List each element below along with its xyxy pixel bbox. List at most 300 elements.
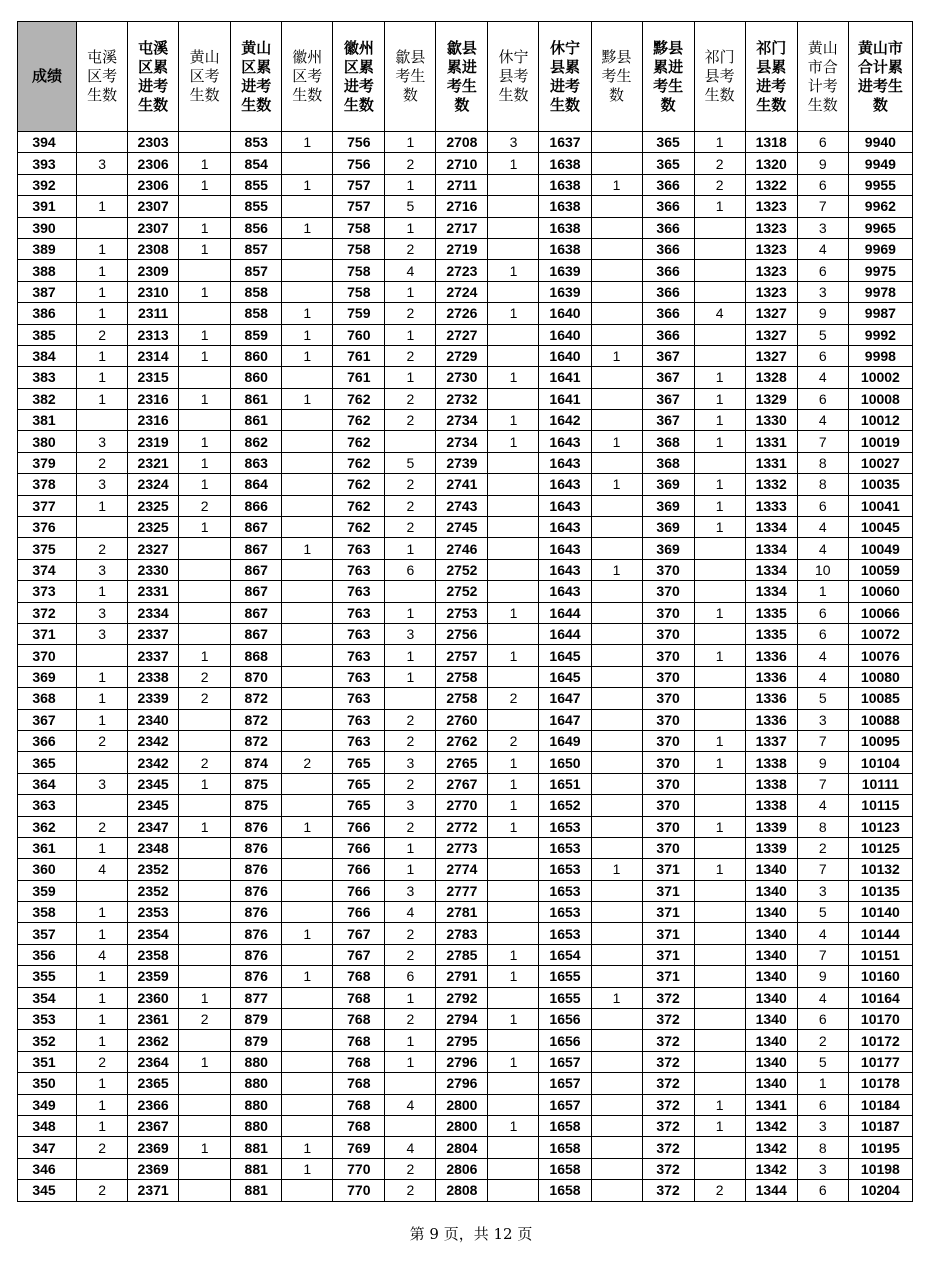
cell-yixian (591, 452, 642, 473)
cell-tunxi: 1 (77, 367, 128, 388)
cell-city-cum: 10144 (848, 923, 912, 944)
cell-qimen: 1 (694, 816, 745, 837)
cell-xiuning (488, 666, 539, 687)
cell-huangshan-cum: 881 (231, 1158, 282, 1179)
table-row (18, 645, 913, 666)
table-row (18, 987, 913, 1008)
cell-qimen: 1 (694, 367, 745, 388)
cell-shexian: 1 (385, 1030, 436, 1051)
cell-xiuning: 1 (488, 1009, 539, 1030)
cell-shexian-cum: 2726 (436, 303, 488, 324)
table-row (18, 773, 913, 794)
cell-qimen-cum: 1340 (745, 1009, 797, 1030)
cell-shexian (385, 431, 436, 452)
cell-city: 9 (797, 303, 848, 324)
cell-qimen-cum: 1334 (745, 538, 797, 559)
cell-city: 6 (797, 1180, 848, 1201)
cell-city: 7 (797, 196, 848, 217)
cell-city: 9 (797, 966, 848, 987)
cell-qimen (694, 623, 745, 644)
cell-tunxi (77, 132, 128, 153)
header-line: 生数 (550, 95, 581, 114)
cell-shexian: 4 (385, 260, 436, 281)
header-line: 考生 (446, 76, 477, 95)
cell-city: 8 (797, 1137, 848, 1158)
cell-yixian: 1 (591, 431, 642, 452)
table-row (18, 1115, 913, 1136)
cell-tunxi-cum: 2362 (128, 1030, 179, 1051)
cell-tunxi: 1 (77, 581, 128, 602)
cell-xiuning-cum: 1653 (539, 902, 591, 923)
cell-yixian-cum: 371 (642, 944, 694, 965)
cell-huangshan (179, 260, 231, 281)
cell-shexian-cum: 2773 (436, 837, 488, 858)
cell-city: 4 (797, 238, 848, 259)
cell-yixian (591, 1158, 642, 1179)
cell-qimen (694, 281, 745, 302)
cell-yixian (591, 688, 642, 709)
cell-xiuning-cum: 1640 (539, 345, 591, 366)
cell-xiuning (488, 1073, 539, 1094)
cell-city-cum: 9978 (848, 281, 912, 302)
cell-huizhou-cum: 758 (333, 217, 385, 238)
cell-xiuning-cum: 1638 (539, 153, 591, 174)
cell-qimen: 2 (694, 174, 745, 195)
header-line: 生数 (241, 95, 272, 114)
cell-yixian (591, 645, 642, 666)
table-row (18, 174, 913, 195)
cell-huangshan: 1 (179, 388, 231, 409)
cell-xiuning-cum: 1652 (539, 795, 591, 816)
cell-huangshan: 1 (179, 1137, 231, 1158)
cell-qimen-cum: 1318 (745, 132, 797, 153)
cell-huangshan (179, 709, 231, 730)
cell-qimen: 1 (694, 431, 745, 452)
cell-xiuning-cum: 1644 (539, 602, 591, 623)
cell-xiuning-cum: 1643 (539, 431, 591, 452)
header-line: 生数 (498, 86, 529, 104)
cell-qimen-cum: 1340 (745, 880, 797, 901)
cell-score: 369 (18, 666, 77, 687)
cell-city: 1 (797, 581, 848, 602)
cell-score: 394 (18, 132, 77, 153)
cell-huizhou: 1 (282, 303, 333, 324)
cell-shexian-cum: 2752 (436, 581, 488, 602)
cell-huangshan-cum: 868 (231, 645, 282, 666)
cell-qimen (694, 345, 745, 366)
header-line: 歙县 (395, 48, 426, 66)
header-line: 进考 (138, 76, 169, 95)
cell-shexian-cum: 2753 (436, 602, 488, 623)
cell-city: 4 (797, 517, 848, 538)
cell-huizhou (282, 944, 333, 965)
cell-score: 350 (18, 1073, 77, 1094)
cell-tunxi (77, 174, 128, 195)
table-row (18, 1009, 913, 1030)
cell-tunxi: 1 (77, 238, 128, 259)
column-header-huizhou-cum (333, 22, 385, 132)
cell-city-cum: 9975 (848, 260, 912, 281)
cell-shexian: 2 (385, 1158, 436, 1179)
cell-score: 357 (18, 923, 77, 944)
cell-tunxi-cum: 2334 (128, 602, 179, 623)
cell-tunxi-cum: 2347 (128, 816, 179, 837)
column-header-shexian-cum (436, 22, 488, 132)
cell-shexian-cum: 2724 (436, 281, 488, 302)
cell-score: 374 (18, 559, 77, 580)
cell-qimen: 4 (694, 303, 745, 324)
cell-yixian (591, 324, 642, 345)
cell-city-cum: 10177 (848, 1051, 912, 1072)
column-header-huangshan (179, 22, 231, 132)
table-row (18, 923, 913, 944)
cell-huangshan (179, 902, 231, 923)
cell-qimen (694, 837, 745, 858)
header-line: 进考 (550, 76, 581, 95)
cell-shexian-cum: 2772 (436, 816, 488, 837)
cell-yixian-cum: 367 (642, 367, 694, 388)
cell-qimen (694, 1051, 745, 1072)
cell-shexian: 2 (385, 388, 436, 409)
cell-yixian-cum: 371 (642, 966, 694, 987)
header-line: 计考 (807, 76, 838, 95)
header-line: 县累 (756, 57, 787, 76)
header-line: 生数 (343, 95, 374, 114)
cell-tunxi-cum: 2360 (128, 987, 179, 1008)
page-footer: 第 9 页，共 12 页 (409, 1225, 533, 1243)
cell-huizhou (282, 730, 333, 751)
cell-tunxi-cum: 2314 (128, 345, 179, 366)
cell-qimen (694, 217, 745, 238)
cell-score: 361 (18, 837, 77, 858)
cell-xiuning-cum: 1641 (539, 367, 591, 388)
cell-qimen (694, 944, 745, 965)
cell-tunxi-cum: 2319 (128, 431, 179, 452)
table-row (18, 281, 913, 302)
cell-yixian-cum: 365 (642, 132, 694, 153)
cell-xiuning (488, 559, 539, 580)
cell-huizhou-cum: 763 (333, 538, 385, 559)
cell-huangshan-cum: 872 (231, 688, 282, 709)
cell-yixian (591, 260, 642, 281)
cell-xiuning-cum: 1651 (539, 773, 591, 794)
cell-shexian-cum: 2758 (436, 688, 488, 709)
cell-shexian-cum: 2734 (436, 431, 488, 452)
header-line: 累进 (653, 57, 684, 76)
cell-shexian-cum: 2717 (436, 217, 488, 238)
cell-city-cum: 10035 (848, 474, 912, 495)
cell-huangshan (179, 602, 231, 623)
cell-tunxi: 4 (77, 859, 128, 880)
table-row (18, 1073, 913, 1094)
cell-city: 6 (797, 345, 848, 366)
cell-shexian: 2 (385, 495, 436, 516)
cell-shexian-cum: 2739 (436, 452, 488, 473)
cell-score: 368 (18, 688, 77, 709)
cell-score: 356 (18, 944, 77, 965)
cell-huizhou-cum: 756 (333, 132, 385, 153)
header-line: 徽州 (343, 38, 374, 57)
cell-shexian-cum: 2760 (436, 709, 488, 730)
cell-huangshan-cum: 877 (231, 987, 282, 1008)
cell-shexian: 4 (385, 1137, 436, 1158)
cell-tunxi: 1 (77, 666, 128, 687)
cell-yixian (591, 944, 642, 965)
cell-qimen (694, 581, 745, 602)
cell-qimen (694, 709, 745, 730)
cell-huangshan-cum: 880 (231, 1051, 282, 1072)
cell-tunxi: 1 (77, 987, 128, 1008)
cell-tunxi-cum: 2325 (128, 517, 179, 538)
column-header-score (18, 22, 77, 132)
cell-yixian (591, 581, 642, 602)
cell-city-cum: 10059 (848, 559, 912, 580)
cell-huizhou (282, 837, 333, 858)
cell-huizhou (282, 196, 333, 217)
cell-qimen-cum: 1341 (745, 1094, 797, 1115)
cell-score: 389 (18, 238, 77, 259)
cell-tunxi: 2 (77, 730, 128, 751)
cell-huangshan-cum: 857 (231, 238, 282, 259)
cell-city: 2 (797, 1030, 848, 1051)
cell-shexian-cum: 2711 (436, 174, 488, 195)
cell-tunxi (77, 1158, 128, 1179)
cell-huangshan-cum: 881 (231, 1137, 282, 1158)
cell-shexian: 1 (385, 324, 436, 345)
cell-xiuning (488, 1180, 539, 1201)
cell-yixian (591, 602, 642, 623)
cell-tunxi: 3 (77, 559, 128, 580)
column-header-xiuning-cum (539, 22, 591, 132)
cell-huizhou-cum: 769 (333, 1137, 385, 1158)
cell-tunxi: 2 (77, 324, 128, 345)
cell-xiuning (488, 1137, 539, 1158)
cell-city: 7 (797, 859, 848, 880)
cell-yixian (591, 837, 642, 858)
cell-qimen (694, 966, 745, 987)
cell-score: 365 (18, 752, 77, 773)
cell-huangshan-cum: 867 (231, 602, 282, 623)
cell-xiuning (488, 902, 539, 923)
cell-xiuning-cum: 1650 (539, 752, 591, 773)
cell-qimen (694, 324, 745, 345)
cell-huizhou-cum: 763 (333, 559, 385, 580)
cell-city-cum: 10151 (848, 944, 912, 965)
cell-city-cum: 10160 (848, 966, 912, 987)
cell-yixian-cum: 370 (642, 773, 694, 794)
cell-city: 3 (797, 709, 848, 730)
cell-shexian-cum: 2757 (436, 645, 488, 666)
cell-tunxi-cum: 2316 (128, 388, 179, 409)
cell-xiuning (488, 174, 539, 195)
cell-tunxi (77, 880, 128, 901)
cell-huangshan: 1 (179, 174, 231, 195)
cell-huizhou (282, 688, 333, 709)
cell-yixian-cum: 366 (642, 217, 694, 238)
cell-yixian-cum: 366 (642, 260, 694, 281)
cell-yixian-cum: 368 (642, 452, 694, 473)
cell-tunxi-cum: 2358 (128, 944, 179, 965)
cell-city: 7 (797, 730, 848, 751)
header-line: 进考 (241, 76, 272, 95)
cell-yixian: 1 (591, 859, 642, 880)
cell-huizhou: 2 (282, 752, 333, 773)
cell-yixian-cum: 365 (642, 153, 694, 174)
table-row (18, 132, 913, 153)
cell-qimen-cum: 1336 (745, 645, 797, 666)
table-row (18, 495, 913, 516)
cell-city-cum: 10164 (848, 987, 912, 1008)
cell-city: 3 (797, 281, 848, 302)
cell-shexian-cum: 2756 (436, 623, 488, 644)
cell-tunxi-cum: 2369 (128, 1137, 179, 1158)
cell-huangshan (179, 966, 231, 987)
cell-tunxi-cum: 2345 (128, 795, 179, 816)
cell-huangshan (179, 944, 231, 965)
cell-city-cum: 9969 (848, 238, 912, 259)
cell-shexian: 6 (385, 966, 436, 987)
table-row (18, 795, 913, 816)
cell-shexian: 2 (385, 517, 436, 538)
cell-tunxi: 3 (77, 474, 128, 495)
cell-qimen-cum: 1327 (745, 324, 797, 345)
cell-qimen-cum: 1339 (745, 837, 797, 858)
cell-tunxi: 1 (77, 260, 128, 281)
cell-score: 370 (18, 645, 77, 666)
cell-city-cum: 9998 (848, 345, 912, 366)
cell-yixian (591, 410, 642, 431)
cell-xiuning: 1 (488, 367, 539, 388)
cell-huangshan-cum: 876 (231, 966, 282, 987)
cell-huizhou (282, 238, 333, 259)
cell-city: 7 (797, 773, 848, 794)
header-line: 生数 (756, 95, 787, 114)
cell-shexian: 1 (385, 174, 436, 195)
cell-xiuning (488, 345, 539, 366)
cell-score: 378 (18, 474, 77, 495)
table-row (18, 217, 913, 238)
header-line: 区考 (189, 67, 220, 85)
cell-tunxi (77, 645, 128, 666)
cell-huizhou-cum: 758 (333, 238, 385, 259)
cell-xiuning-cum: 1639 (539, 281, 591, 302)
header-line: 休宁 (550, 38, 581, 57)
cell-huangshan: 1 (179, 645, 231, 666)
cell-xiuning-cum: 1649 (539, 730, 591, 751)
cell-huangshan (179, 410, 231, 431)
cell-tunxi-cum: 2321 (128, 452, 179, 473)
cell-huangshan-cum: 860 (231, 345, 282, 366)
cell-huangshan-cum: 861 (231, 410, 282, 431)
cell-xiuning-cum: 1638 (539, 238, 591, 259)
cell-huizhou-cum: 758 (333, 281, 385, 302)
cell-xiuning (488, 1158, 539, 1179)
cell-huangshan (179, 538, 231, 559)
cell-yixian-cum: 370 (642, 709, 694, 730)
cell-tunxi-cum: 2371 (128, 1180, 179, 1201)
cell-score: 379 (18, 452, 77, 473)
cell-xiuning-cum: 1655 (539, 987, 591, 1008)
cell-huangshan-cum: 874 (231, 752, 282, 773)
cell-city: 6 (797, 1094, 848, 1115)
cell-city-cum: 10104 (848, 752, 912, 773)
score-distribution-table (17, 21, 913, 1202)
cell-shexian-cum: 2781 (436, 902, 488, 923)
cell-shexian: 4 (385, 1094, 436, 1115)
cell-city: 4 (797, 923, 848, 944)
cell-tunxi: 2 (77, 816, 128, 837)
cell-tunxi-cum: 2337 (128, 623, 179, 644)
cell-huizhou-cum: 763 (333, 602, 385, 623)
cell-huangshan-cum: 858 (231, 303, 282, 324)
cell-qimen (694, 688, 745, 709)
cell-xiuning-cum: 1638 (539, 217, 591, 238)
cell-xiuning: 1 (488, 602, 539, 623)
cell-qimen-cum: 1340 (745, 987, 797, 1008)
cell-shexian-cum: 2734 (436, 410, 488, 431)
cell-shexian: 1 (385, 666, 436, 687)
cell-xiuning-cum: 1640 (539, 303, 591, 324)
table-row (18, 367, 913, 388)
cell-huizhou-cum: 766 (333, 902, 385, 923)
cell-shexian-cum: 2796 (436, 1051, 488, 1072)
table-row (18, 880, 913, 901)
cell-city-cum: 9940 (848, 132, 912, 153)
cell-huangshan-cum: 866 (231, 495, 282, 516)
cell-qimen: 2 (694, 153, 745, 174)
cell-xiuning: 1 (488, 966, 539, 987)
cell-yixian (591, 281, 642, 302)
cell-yixian (591, 238, 642, 259)
cell-xiuning-cum: 1658 (539, 1158, 591, 1179)
cell-score: 382 (18, 388, 77, 409)
cell-shexian: 3 (385, 623, 436, 644)
cell-tunxi: 1 (77, 1073, 128, 1094)
cell-tunxi-cum: 2307 (128, 217, 179, 238)
cell-shexian: 3 (385, 795, 436, 816)
cell-tunxi: 4 (77, 944, 128, 965)
cell-xiuning: 1 (488, 260, 539, 281)
cell-tunxi-cum: 2331 (128, 581, 179, 602)
cell-tunxi: 1 (77, 303, 128, 324)
header-line: 生数 (807, 95, 838, 114)
cell-city-cum: 10088 (848, 709, 912, 730)
cell-city: 3 (797, 1115, 848, 1136)
cell-score: 372 (18, 602, 77, 623)
cell-tunxi-cum: 2361 (128, 1009, 179, 1030)
cell-qimen-cum: 1340 (745, 859, 797, 880)
cell-city-cum: 10085 (848, 688, 912, 709)
cell-xiuning: 1 (488, 1115, 539, 1136)
cell-huangshan-cum: 855 (231, 196, 282, 217)
cell-yixian (591, 666, 642, 687)
cell-city: 3 (797, 1158, 848, 1179)
cell-score: 351 (18, 1051, 77, 1072)
cell-shexian: 1 (385, 367, 436, 388)
cell-xiuning-cum: 1639 (539, 260, 591, 281)
cell-tunxi: 1 (77, 688, 128, 709)
cell-city: 8 (797, 452, 848, 473)
cell-yixian-cum: 372 (642, 1115, 694, 1136)
cell-huangshan (179, 1073, 231, 1094)
cell-yixian-cum: 370 (642, 559, 694, 580)
cell-yixian (591, 1073, 642, 1094)
cell-shexian-cum: 2723 (436, 260, 488, 281)
table-row (18, 709, 913, 730)
cell-qimen-cum: 1342 (745, 1115, 797, 1136)
cell-score: 346 (18, 1158, 77, 1179)
cell-city-cum: 10198 (848, 1158, 912, 1179)
